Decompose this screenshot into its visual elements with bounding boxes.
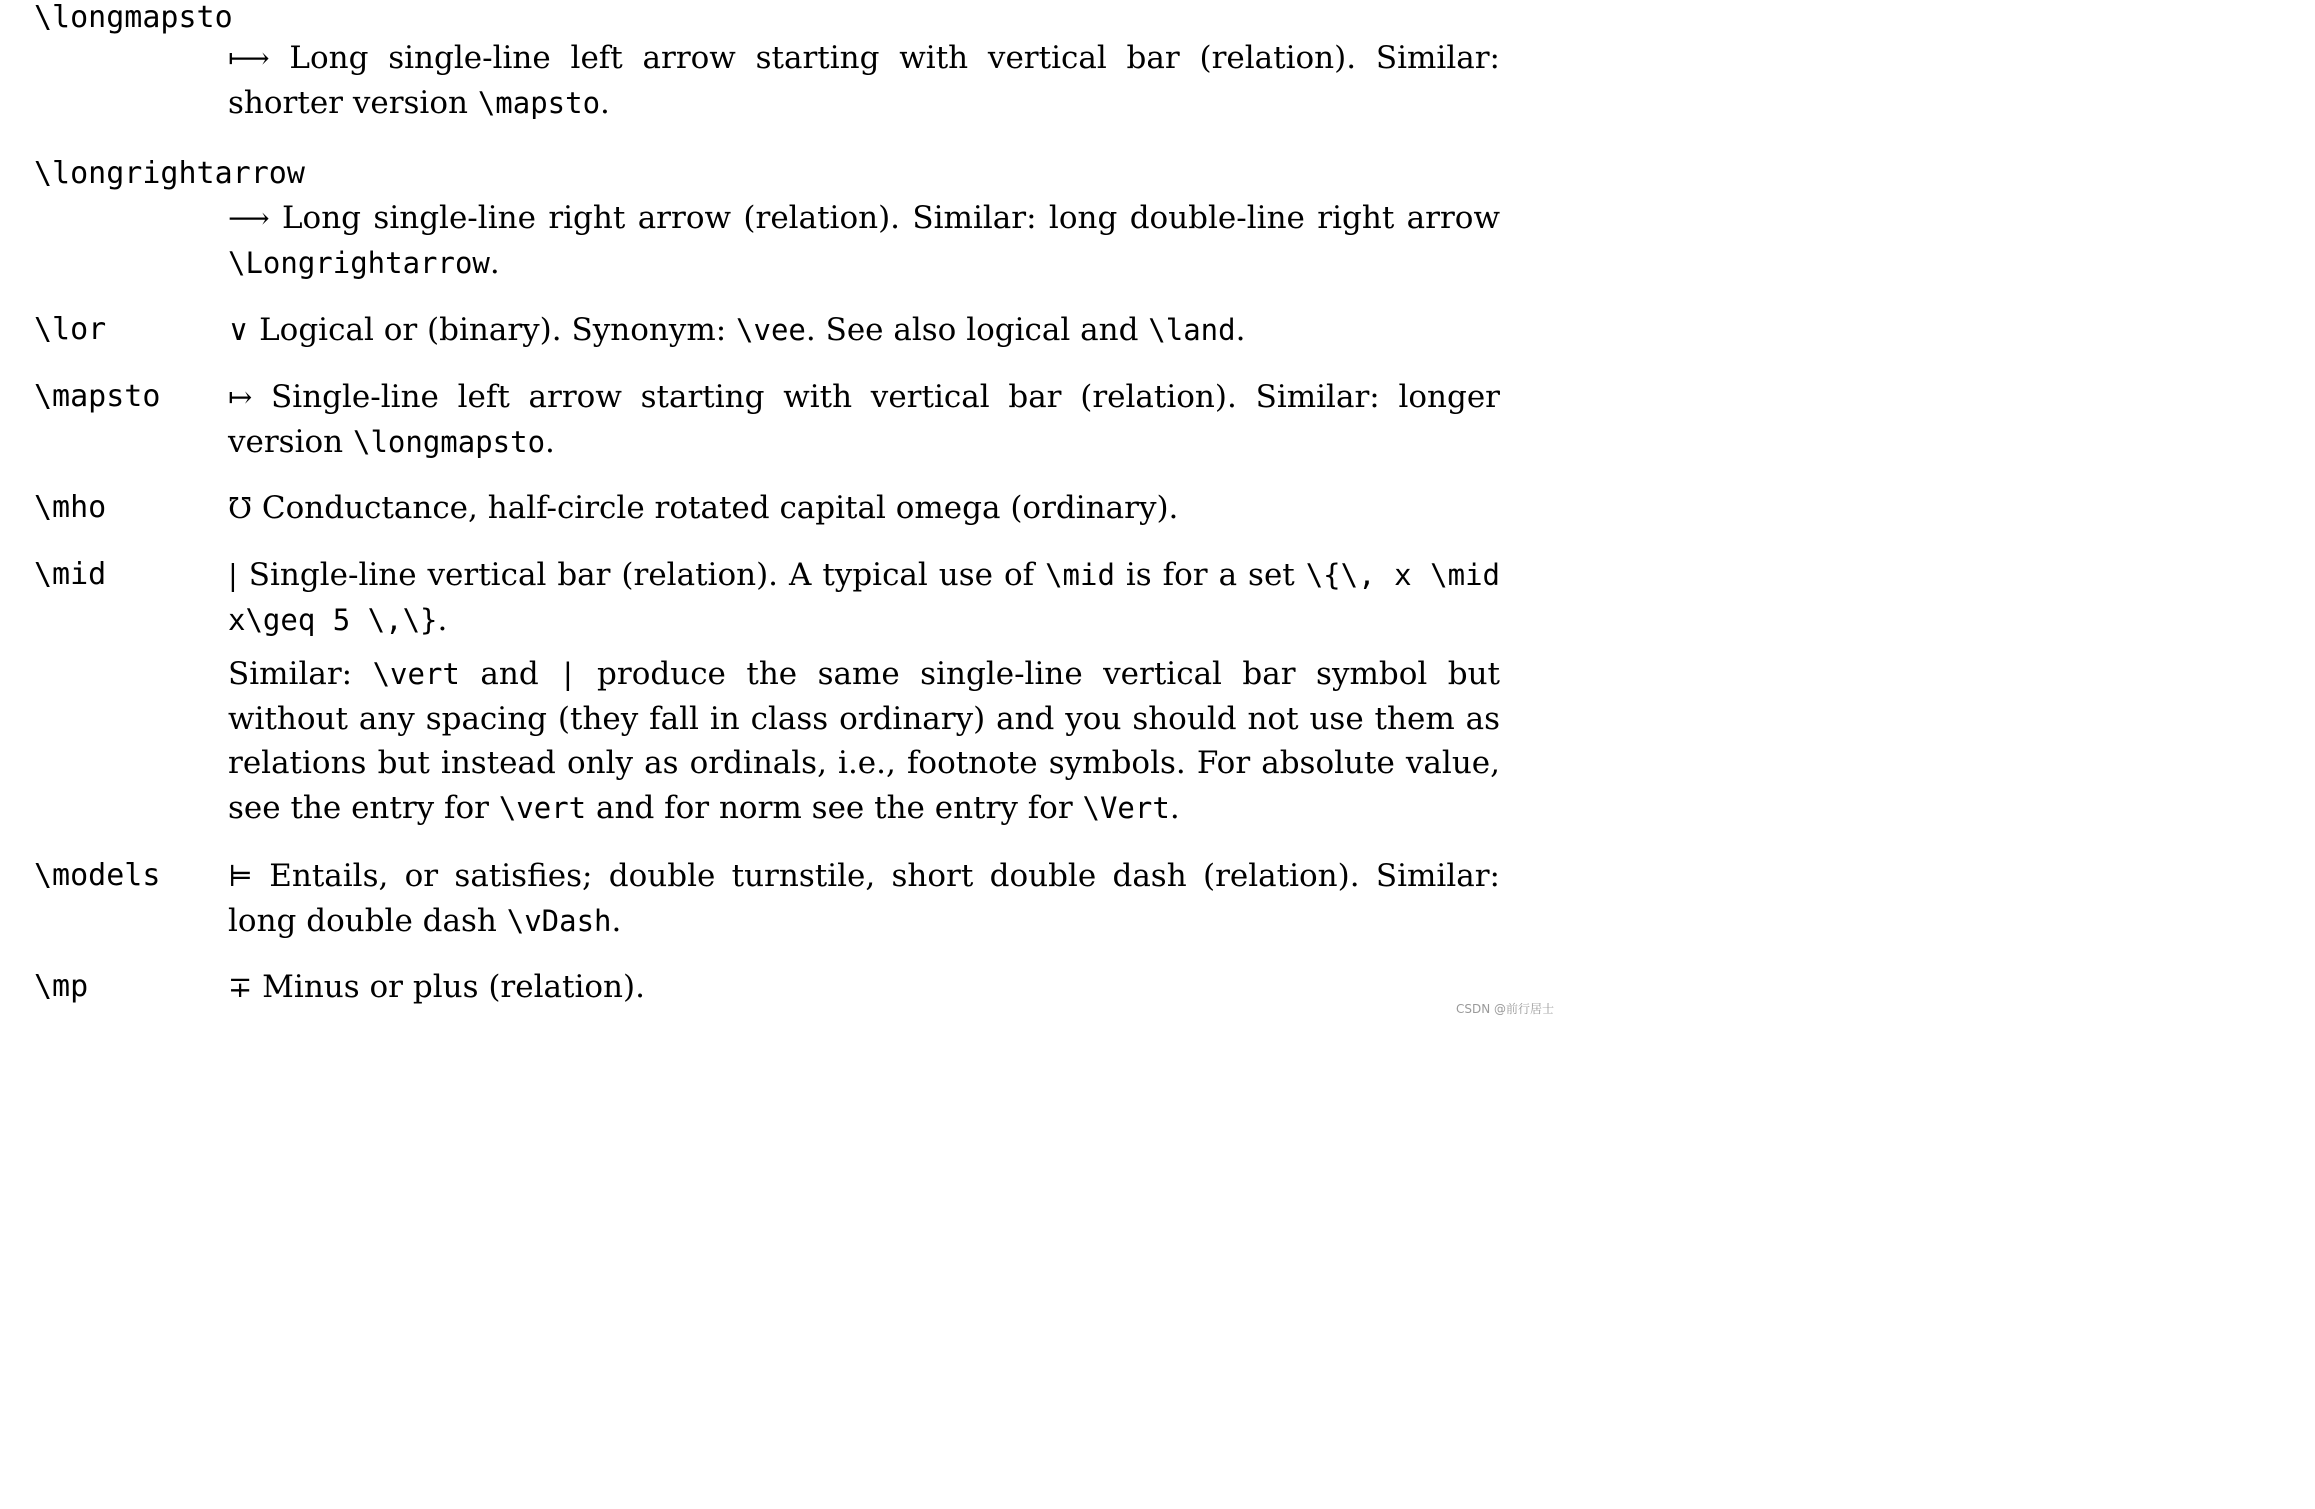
command-reference: \vert	[372, 657, 460, 691]
symbol-glyph: ⟶	[228, 201, 270, 235]
command-reference: \longmapsto	[352, 424, 546, 459]
command-reference: |	[559, 657, 577, 691]
command-reference: \Longrightarrow	[228, 245, 490, 280]
command-reference: \land	[1148, 313, 1236, 347]
command-name: \mid	[34, 557, 107, 592]
symbol-glyph: |	[228, 558, 238, 592]
entry-description: ⟶ Long single-line right arrow (relation). Similar: long double-line right arrow \Longrightarrow.	[228, 200, 1500, 281]
command-name: \longmapsto	[34, 0, 233, 35]
symbol-glyph: ↦	[228, 380, 253, 414]
entry-description: ↦ Single-line left arrow starting with vertical bar (relation). Similar: longer version \longmapsto.	[228, 379, 1500, 460]
symbol-glyph: ∓	[228, 970, 253, 1004]
entry-description: ∓ Minus or plus (relation).	[228, 969, 645, 1005]
watermark: CSDN @前行居士	[1455, 1002, 1554, 1016]
command-name: \lor	[34, 312, 107, 347]
command-reference: \mid	[1045, 558, 1115, 592]
entry-description: ℧ Conductance, half-circle rotated capital omega (ordinary).	[228, 490, 1179, 526]
command-reference: \Vert	[1082, 790, 1170, 825]
command-reference: \mapsto	[477, 85, 601, 120]
symbol-glyph: ∨	[228, 313, 250, 347]
command-reference: \vDash	[506, 903, 612, 938]
command-name: \mho	[34, 490, 107, 525]
command-name: \mapsto	[34, 379, 161, 414]
entry-description: ⟼ Long single-line left arrow starting with vertical bar (relation). Similar: shorter version \mapsto.	[228, 40, 1500, 121]
command-name: \longrightarrow	[34, 156, 305, 191]
command-reference: \vert	[498, 790, 587, 825]
entry-description: ∨ Logical or (binary). Synonym: \vee. See also logical and \land.	[228, 312, 1246, 348]
symbol-reference-page	[0, 0, 1560, 1021]
command-name: \models	[34, 858, 161, 893]
symbol-glyph: ⟼	[228, 41, 270, 75]
entry-description: ⊨ Entails, or satisfies; double turnstile, short double dash (relation). Similar: long double dash \vDash.	[228, 858, 1500, 939]
symbol-glyph: ⊨	[228, 859, 253, 893]
symbol-glyph: ℧	[228, 491, 253, 525]
command-reference: \vee	[736, 313, 806, 347]
entry-note: Similar: \vert and | produce the same single-line vertical bar symbol but without any spacing (they fall in class ordinary) and you should not use them as relations but instead only as ordinals, i.e., footnote symbols. For absolute value, see the entry for \vert and for norm see the entry for \Vert.	[228, 656, 1501, 826]
command-name: \mp	[34, 969, 89, 1004]
code-example: \{\, x \mid x\geq 5 \,\}	[228, 558, 1500, 637]
entry-description: | Single-line vertical bar (relation). A typical use of \mid is for a set \{\, x \mid x\geq 5 \,\}. Similar: \vert and | produce the same single-line vertical bar symbol but without any spacing (they fall in class ordinary) and you should not use them as relations but instead only as ordinals, i.e., footnote symbols. For absolute value, see the entry for \vert and for norm see the entry for \Vert.	[228, 553, 1500, 830]
